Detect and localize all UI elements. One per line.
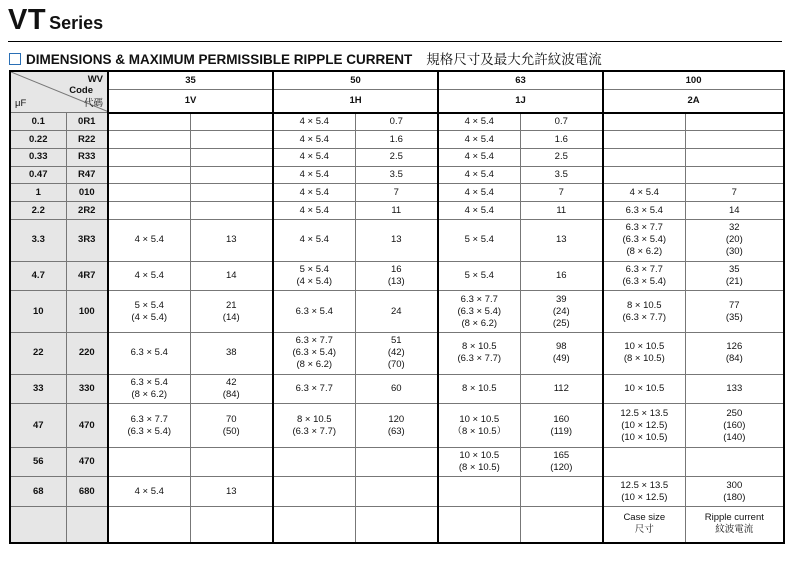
table-row: [10, 166, 784, 184]
ripple-current-cell: [190, 184, 273, 202]
series-name: VT: [8, 4, 47, 36]
ripple-current-cell: 16: [520, 261, 603, 290]
section-title: DIMENSIONS & MAXIMUM PERMISSIBLE RIPPLE CURRENT: [26, 52, 413, 67]
case-size-cell: [108, 113, 190, 131]
capacitance-code-cell: R22: [66, 131, 108, 149]
ripple-current-cell: [685, 131, 784, 149]
ripple-current-cell: 2.5: [520, 148, 603, 166]
ripple-current-cell: 7: [355, 184, 438, 202]
case-size-cell: [273, 448, 355, 477]
capacitance-cell: 0.33: [10, 148, 66, 166]
case-size-cell: 6.3 × 5.4: [603, 202, 685, 220]
case-size-cell: [603, 131, 685, 149]
ripple-current-cell: 51 (42) (70): [355, 333, 438, 375]
capacitance-code-cell: 2R2: [66, 202, 108, 220]
ripple-current-cell: 38: [190, 333, 273, 375]
case-size-cell: 6.3 × 5.4 (8 × 6.2): [108, 374, 190, 403]
table-row: [10, 404, 784, 448]
ripple-current-cell: 126 (84): [685, 333, 784, 375]
table-row: [10, 148, 784, 166]
voltage-header: 63: [438, 71, 603, 90]
table-row: [10, 202, 784, 220]
case-size-cell: [108, 448, 190, 477]
case-size-cell: [108, 166, 190, 184]
capacitance-code-cell: 100: [66, 291, 108, 333]
capacitance-cell: 47: [10, 404, 66, 448]
case-size-cell: 10 × 10.5 (8 × 10.5): [603, 333, 685, 375]
legend-row: [10, 506, 784, 543]
ripple-current-cell: 250 (160) (140): [685, 404, 784, 448]
ripple-current-cell: 24: [355, 291, 438, 333]
case-size-cell: [273, 477, 355, 506]
ripple-current-cell: 14: [685, 202, 784, 220]
ripple-current-cell: 70 (50): [190, 404, 273, 448]
ripple-current-cell: 35 (21): [685, 261, 784, 290]
series-title: [8, 4, 103, 38]
case-size-cell: 6.3 × 7.7 (6.3 × 5.4) (8 × 6.2): [438, 291, 520, 333]
case-size-cell: 6.3 × 7.7 (6.3 × 5.4): [108, 404, 190, 448]
code-label: Code: [69, 85, 93, 96]
ripple-current-cell: [190, 202, 273, 220]
case-size-cell: 4 × 5.4: [438, 202, 520, 220]
case-size-cell: [438, 477, 520, 506]
case-size-cell: [108, 202, 190, 220]
empty-cell: [355, 506, 438, 543]
case-size-cell: 8 × 10.5 (6.3 × 7.7): [603, 291, 685, 333]
voltage-header: 100: [603, 71, 784, 90]
ripple-current-cell: 21 (14): [190, 291, 273, 333]
empty-cell: [108, 506, 190, 543]
title-rule: [8, 41, 782, 42]
table-row: [10, 291, 784, 333]
case-size-cell: 5 × 5.4: [438, 261, 520, 290]
case-size-cell: 12.5 × 13.5 (10 × 12.5) (10 × 10.5): [603, 404, 685, 448]
table-row: [10, 220, 784, 262]
capacitance-cell: 33: [10, 374, 66, 403]
voltage-header: 50: [273, 71, 438, 90]
table-row: [10, 477, 784, 506]
case-size-cell: 4 × 5.4: [438, 166, 520, 184]
legend-case-size-label: Case size: [623, 512, 666, 524]
ripple-current-cell: 42 (84): [190, 374, 273, 403]
capacitance-cell: 56: [10, 448, 66, 477]
ripple-current-cell: [355, 477, 438, 506]
ripple-current-cell: 13: [520, 220, 603, 262]
dimensions-ripple-table: [9, 70, 785, 544]
ripple-current-cell: 112: [520, 374, 603, 403]
ripple-current-cell: 165 (120): [520, 448, 603, 477]
case-size-cell: 4 × 5.4: [273, 131, 355, 149]
legend-ripple-current-label-cjk: 紋波電流: [715, 524, 754, 536]
capacitance-code-cell: 4R7: [66, 261, 108, 290]
table-row: [10, 261, 784, 290]
ripple-current-cell: 7: [520, 184, 603, 202]
capacitance-code-cell: R33: [66, 148, 108, 166]
capacitance-code-cell: [66, 506, 108, 543]
ripple-current-cell: 1.6: [520, 131, 603, 149]
capacitance-cell: 4.7: [10, 261, 66, 290]
ripple-current-cell: 39 (24) (25): [520, 291, 603, 333]
capacitance-code-cell: 470: [66, 404, 108, 448]
empty-cell: [190, 506, 273, 543]
legend-case-size: [603, 506, 685, 543]
case-size-cell: [603, 148, 685, 166]
capacitance-cell: [10, 506, 66, 543]
case-size-cell: 6.3 × 5.4: [273, 291, 355, 333]
case-size-cell: 4 × 5.4: [438, 148, 520, 166]
capacitance-code-cell: 010: [66, 184, 108, 202]
case-size-cell: 8 × 10.5: [438, 374, 520, 403]
voltage-header: 35: [108, 71, 273, 90]
ripple-current-cell: [190, 148, 273, 166]
empty-cell: [273, 506, 355, 543]
table-row: [10, 448, 784, 477]
ripple-current-cell: 98 (49): [520, 333, 603, 375]
ripple-current-cell: [190, 113, 273, 131]
ripple-current-cell: [685, 166, 784, 184]
capacitance-code-cell: 220: [66, 333, 108, 375]
ripple-current-cell: 13: [190, 477, 273, 506]
case-size-cell: 4 × 5.4: [108, 261, 190, 290]
legend-case-size-label-cjk: 尺寸: [634, 524, 654, 536]
case-size-cell: 8 × 10.5 (6.3 × 7.7): [438, 333, 520, 375]
case-size-cell: 4 × 5.4: [273, 202, 355, 220]
case-size-cell: 6.3 × 7.7 (6.3 × 5.4): [603, 261, 685, 290]
capacitance-cell: 10: [10, 291, 66, 333]
case-size-cell: 5 × 5.4 (4 × 5.4): [108, 291, 190, 333]
ripple-current-cell: [355, 448, 438, 477]
case-size-cell: [603, 113, 685, 131]
ripple-current-cell: [685, 448, 784, 477]
table-corner-header: [10, 71, 108, 113]
table-row: [10, 113, 784, 131]
ripple-current-cell: [685, 113, 784, 131]
capacitance-code-cell: 3R3: [66, 220, 108, 262]
capacitance-cell: 3.3: [10, 220, 66, 262]
case-size-cell: 6.3 × 7.7: [273, 374, 355, 403]
capacitance-cell: 0.1: [10, 113, 66, 131]
table-row: [10, 333, 784, 375]
case-size-cell: 4 × 5.4: [438, 184, 520, 202]
ripple-current-cell: 3.5: [355, 166, 438, 184]
ripple-current-cell: [190, 131, 273, 149]
ripple-current-cell: 32 (20) (30): [685, 220, 784, 262]
case-size-cell: 6.3 × 7.7 (6.3 × 5.4) (8 × 6.2): [273, 333, 355, 375]
capacitance-cell: 2.2: [10, 202, 66, 220]
capacitance-cell: 22: [10, 333, 66, 375]
case-size-cell: 4 × 5.4: [438, 113, 520, 131]
case-size-cell: 4 × 5.4: [108, 220, 190, 262]
ripple-current-cell: [685, 148, 784, 166]
ripple-current-cell: 14: [190, 261, 273, 290]
capacitance-label: μF: [15, 98, 27, 110]
ripple-current-cell: 133: [685, 374, 784, 403]
capacitance-code-cell: 470: [66, 448, 108, 477]
case-size-cell: [603, 448, 685, 477]
case-size-cell: 4 × 5.4: [273, 166, 355, 184]
case-size-cell: 4 × 5.4: [273, 148, 355, 166]
empty-cell: [438, 506, 520, 543]
voltage-code-header: 1J: [438, 90, 603, 113]
case-size-cell: 6.3 × 7.7 (6.3 × 5.4) (8 × 6.2): [603, 220, 685, 262]
ripple-current-cell: [520, 477, 603, 506]
ripple-current-cell: 11: [355, 202, 438, 220]
case-size-cell: 10 × 10.5 （8 × 10.5）: [438, 404, 520, 448]
case-size-cell: 6.3 × 5.4: [108, 333, 190, 375]
ripple-current-cell: 0.7: [520, 113, 603, 131]
ripple-current-cell: 11: [520, 202, 603, 220]
ripple-current-cell: 13: [355, 220, 438, 262]
voltage-code-header: 2A: [603, 90, 784, 113]
capacitance-code-cell: 0R1: [66, 113, 108, 131]
table-row: [10, 131, 784, 149]
ripple-current-cell: 16 (13): [355, 261, 438, 290]
case-size-cell: [108, 184, 190, 202]
case-size-cell: 10 × 10.5: [603, 374, 685, 403]
ripple-current-cell: 3.5: [520, 166, 603, 184]
ripple-current-cell: 160 (119): [520, 404, 603, 448]
ripple-current-cell: 13: [190, 220, 273, 262]
code-label-cjk: 代碼: [83, 98, 103, 109]
case-size-cell: 4 × 5.4: [438, 131, 520, 149]
section-heading: [9, 48, 602, 66]
case-size-cell: [108, 131, 190, 149]
legend-ripple-current-label: Ripple current: [704, 512, 764, 524]
case-size-cell: 4 × 5.4: [108, 477, 190, 506]
case-size-cell: 5 × 5.4: [438, 220, 520, 262]
capacitance-code-cell: 330: [66, 374, 108, 403]
ripple-current-cell: 7: [685, 184, 784, 202]
case-size-cell: 8 × 10.5 (6.3 × 7.7): [273, 404, 355, 448]
case-size-cell: 5 × 5.4 (4 × 5.4): [273, 261, 355, 290]
case-size-cell: 4 × 5.4: [273, 220, 355, 262]
ripple-current-cell: 60: [355, 374, 438, 403]
ripple-current-cell: 2.5: [355, 148, 438, 166]
case-size-cell: 4 × 5.4: [273, 113, 355, 131]
case-size-cell: [603, 166, 685, 184]
empty-cell: [520, 506, 603, 543]
capacitance-cell: 0.47: [10, 166, 66, 184]
voltage-code-header: 1V: [108, 90, 273, 113]
ripple-current-cell: 120 (63): [355, 404, 438, 448]
voltage-code-header: 1H: [273, 90, 438, 113]
ripple-current-cell: 1.6: [355, 131, 438, 149]
case-size-cell: 12.5 × 13.5 (10 × 12.5): [603, 477, 685, 506]
capacitance-cell: 68: [10, 477, 66, 506]
ripple-current-cell: [190, 166, 273, 184]
case-size-cell: [108, 148, 190, 166]
capacitance-code-cell: 680: [66, 477, 108, 506]
ripple-current-cell: 300 (180): [685, 477, 784, 506]
capacitance-code-cell: R47: [66, 166, 108, 184]
case-size-cell: 10 × 10.5 (8 × 10.5): [438, 448, 520, 477]
case-size-cell: 4 × 5.4: [273, 184, 355, 202]
ripple-current-cell: 77 (35): [685, 291, 784, 333]
capacitance-cell: 1: [10, 184, 66, 202]
case-size-cell: 4 × 5.4: [603, 184, 685, 202]
ripple-current-cell: 0.7: [355, 113, 438, 131]
legend-ripple-current: [685, 506, 784, 543]
table-row: [10, 184, 784, 202]
square-bullet-icon: [9, 53, 21, 65]
series-suffix: Series: [49, 13, 104, 33]
ripple-current-cell: [190, 448, 273, 477]
section-title-cjk: 規格尺寸及最大允許紋波電流: [426, 52, 602, 68]
table-row: [10, 374, 784, 403]
capacitance-cell: 0.22: [10, 131, 66, 149]
wv-label: WV: [87, 74, 103, 85]
